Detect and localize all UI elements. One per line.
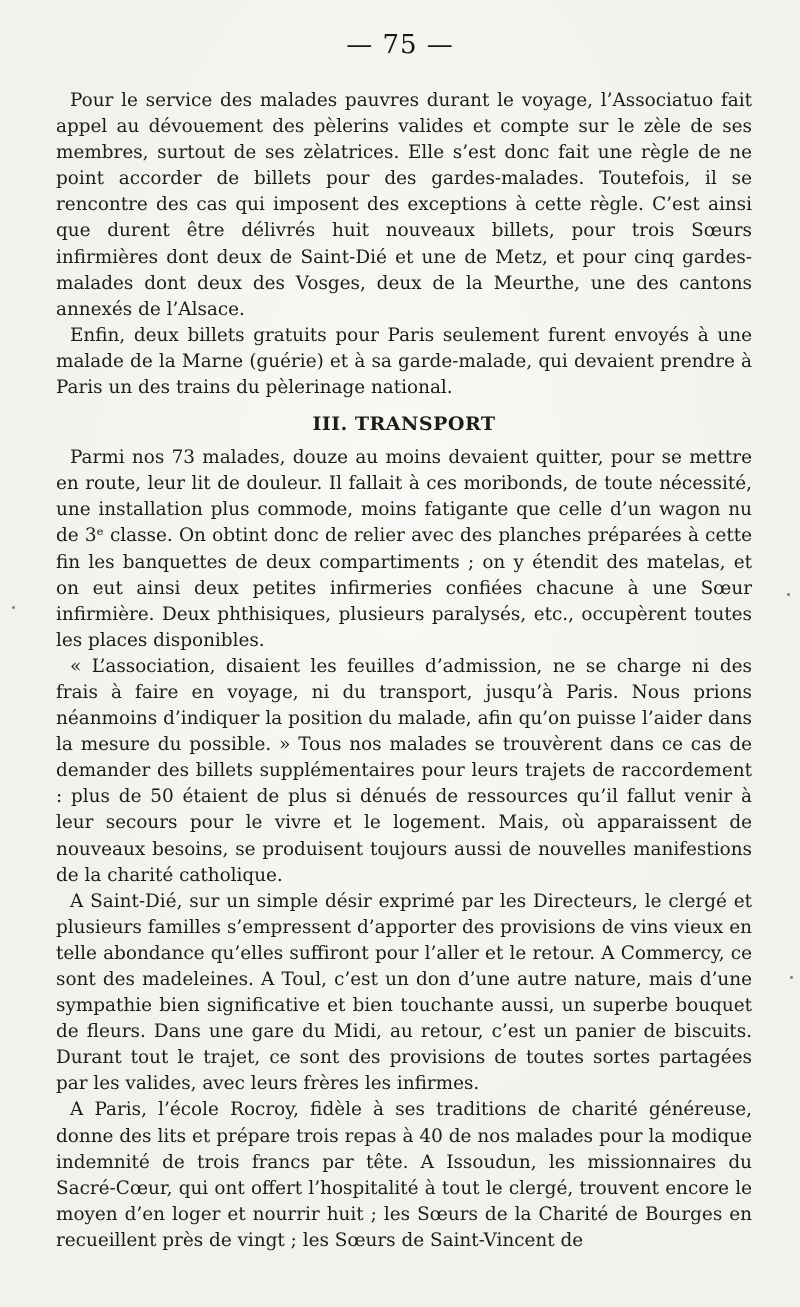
- page-body: [56, 88, 752, 1254]
- paragraph-provisions: A Saint-Dié, sur un simple désir exprimé par les Directeurs, le clergé et plusieurs familles s’empressent d’apporter des provisions de vins vieux en telle abondance qu’elles suffiront pour l’aller et le retour. A Commercy, ce sont des madeleines. A Toul, c’est un don d’une autre nature, mais d’une sympathie bien significative et bien touchante aussi, un superbe bouquet de fleurs. Dans une gare du Midi, au retour, c’est un panier de biscuits. Durant tout le trajet, ce sont des provisions de toutes sortes partagées par les valides, avec leurs frères les infirmes.: [56, 890, 752, 1095]
- section-heading: III. TRANSPORT: [312, 413, 496, 436]
- paragraph-feuilles-admission: « L’association, disaient les feuilles d’admission, ne se charge ni des frais à faire en voyage, ni du transport, jusqu’à Paris. Nous prions néanmoins d’indiquer la position du malade, afin qu’on puisse l’aider dans la mesure du possible. » Tous nos malades se trouvèrent dans ce cas de demander des billets supplémentaires pour leurs trajets de raccordement : plus de 50 étaient de plus si dénués de ressources qu’il fallut venir à leur secours pour le vivre et le logement. Mais, où apparaissent de nouveaux besoins, se produisent toujours aussi de nouvelles manifestions de la charité catholique.: [56, 655, 752, 886]
- paper-speck: [12, 606, 15, 609]
- paragraph-paris-issoudun: A Paris, l’école Rocroy, fidèle à ses traditions de charité généreuse, donne des lits et prépare trois repas à 40 de nos malades pour la modique indemnité de trois francs par tête. A Issoudun, les missionnaires du Sacré-Cœur, qui ont offert l’hospitalité à tout le clergé, trouvent encore le moyen d’en loger et nourrir huit ; les Sœurs de la Charité de Bourges en recueillent près de vingt ; les Sœurs de Saint-Vincent de: [56, 1099, 752, 1251]
- page-number: — 75 —: [346, 30, 454, 60]
- paper-speck: [787, 593, 790, 596]
- paragraph-gardes-malades: Pour le service des malades pauvres durant le voyage, l’Associatuo fait appel au dévouement des pèlerins valides et compte sur le zèle de ses membres, surtout de ses zèlatrices. Elle s’est donc fait une règle de ne point accorder de billets pour des gardes-malades. Toutefois, il se rencontre des cas qui imposent des exceptions à cette règle. C’est ainsi que durent être délivrés huit nouveaux billets, pour trois Sœurs infirmières dont deux de Saint-Dié et une de Metz, et pour cinq gardes-malades dont deux des Vosges, deux de la Meurthe, une des cantons annexés de l’Alsace.: [56, 90, 752, 320]
- paper-speck: [790, 976, 793, 979]
- paragraph-billets-gratuits: Enfin, deux billets gratuits pour Paris seulement furent envoyés à une malade de la Marne (guérie) et à sa garde-malade, qui devaient prendre à Paris un des trains du pèlerinage national.: [56, 324, 752, 399]
- paragraph-installation: Parmi nos 73 malades, douze au moins devaient quitter, pour se mettre en route, leur lit de douleur. Il fallait à ces moribonds, de toute nécessité, une installation plus commode, moins fatigante que celle d’un wagon nu de 3ᵉ classe. On obtint donc de relier avec des planches préparées à cette fin les banquettes de deux compartiments ; on y étendit des matelas, et on eut ainsi deux petites infirmeries confiées chacune à une Sœur infirmière. Deux phthisiques, plusieurs paralysés, etc., occupèrent toutes les places disponibles.: [56, 447, 752, 651]
